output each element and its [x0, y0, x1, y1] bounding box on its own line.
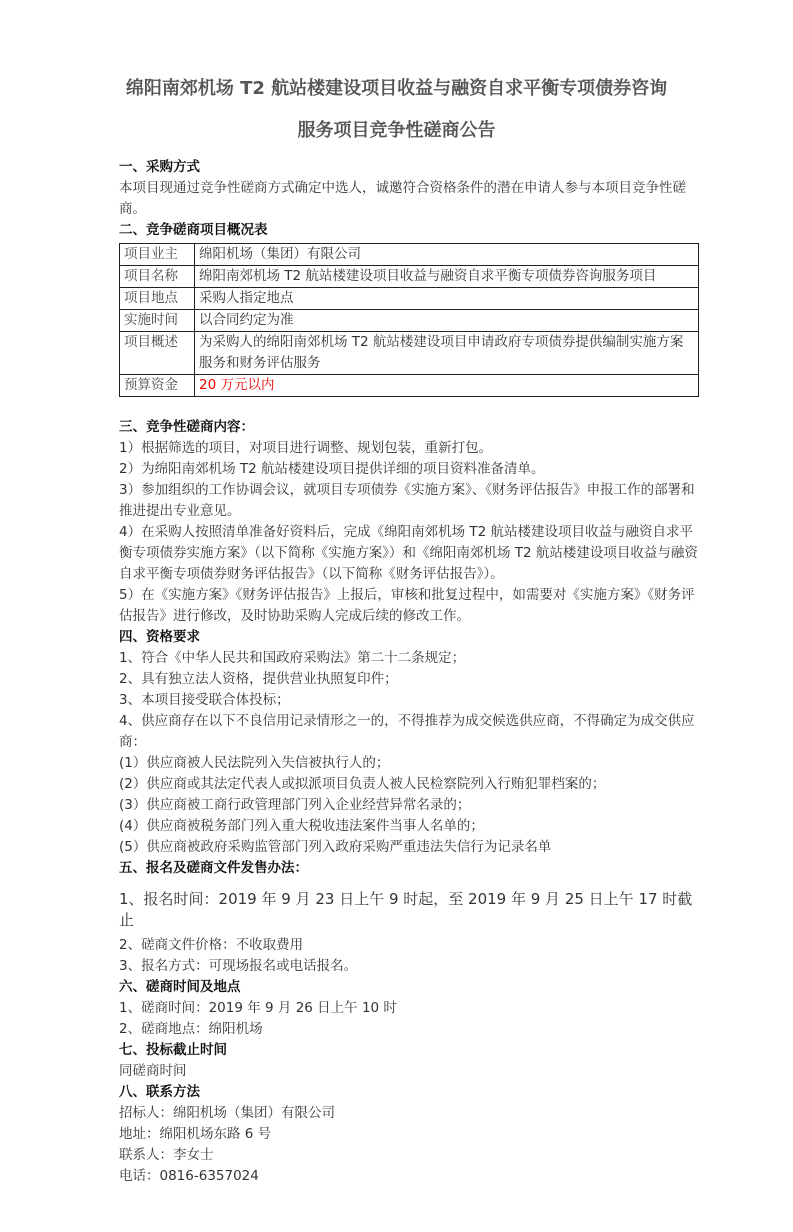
list-item: 1、磋商时间：2019 年 9 月 26 日上午 10 时	[119, 1000, 397, 1016]
table-row	[120, 244, 699, 266]
section-heading: 二、竞争磋商项目概况表	[119, 222, 268, 238]
table-row	[120, 310, 699, 332]
list-item: 联系人：李女士	[119, 1147, 214, 1163]
list-item: (2）供应商或其法定代表人或拟派项目负责人被人民检察院列入行贿犯罪档案的；	[119, 776, 606, 792]
row-value: 以合同约定为准	[195, 310, 699, 332]
list-item: 2、磋商地点：绵阳机场	[119, 1021, 263, 1037]
list-item: 3、本项目接受联合体投标；	[119, 692, 290, 708]
section-heading: 一、采购方式	[119, 159, 200, 175]
section-heading: 四、资格要求	[119, 629, 200, 645]
paragraph: 本项目现通过竞争性磋商方式确定中选人，诚邀符合资格条件的潜在申请人参与本项目竞争性磋商。	[119, 180, 686, 217]
row-value: 20 万元以内	[195, 375, 699, 397]
section-heading: 八、联系方法	[119, 1084, 200, 1100]
list-item: 3）参加组织的工作协调会议，就项目专项债券《实施方案》、《财务评估报告》申报工作的部署和推进提出专业意见。	[119, 482, 695, 519]
list-item: (5）供应商被政府采购监管部门列入政府采购严重违法失信行为记录名单	[119, 839, 552, 855]
list-item: (3）供应商被工商行政管理部门列入企业经营异常名录的；	[119, 797, 471, 813]
row-label: 实施时间	[120, 310, 195, 332]
row-label: 项目地点	[120, 288, 195, 310]
row-value: 为采购人的绵阳南郊机场 T2 航站楼建设项目申请政府专项债券提供编制实施方案服务和财务评估服务	[195, 332, 699, 375]
project-overview-table	[119, 243, 699, 397]
section-heading: 六、磋商时间及地点	[119, 979, 241, 995]
doc-title-line2: 服务项目竞争性磋商公告	[297, 120, 496, 141]
row-label: 预算资金	[120, 375, 195, 397]
list-item: 招标人：绵阳机场（集团）有限公司	[119, 1105, 335, 1121]
document-body	[119, 157, 704, 1187]
list-item: 4）在采购人按照清单准备好资料后，完成《绵阳南郊机场 T2 航站楼建设项目收益与融资自求平衡专项债券实施方案》（以下简称《实施方案》）和《绵阳南郊机场 T2 航站楼建设项目收益与融资自求平衡专项债券财务评估报告》（以下简称《财务评估报告》）。	[119, 524, 698, 582]
list-item: (1）供应商被人民法院列入失信被执行人的；	[119, 755, 390, 771]
list-item: 5）在《实施方案》《财务评估报告》上报后，审核和批复过程中，如需要对《实施方案》《财务评估报告》进行修改，及时协助采购人完成后续的修改工作。	[119, 587, 695, 624]
list-item: 地址：绵阳机场东路 6 号	[119, 1126, 272, 1142]
list-item: 2、磋商文件价格：不收取费用	[119, 937, 304, 953]
table-row	[120, 266, 699, 288]
section-heading: 五、报名及磋商文件发售办法：	[119, 860, 308, 876]
section-heading: 三、竞争性磋商内容：	[119, 419, 254, 435]
list-item: 1）根据筛选的项目，对项目进行调整、规划包装，重新打包。	[119, 440, 493, 456]
table-row	[120, 288, 699, 310]
row-value: 绵阳南郊机场 T2 航站楼建设项目收益与融资自求平衡专项债券咨询服务项目	[195, 266, 699, 288]
list-item: 3、报名方式：可现场报名或电话报名。	[119, 958, 358, 974]
table-row	[120, 332, 699, 375]
table-row	[120, 375, 699, 397]
section-heading: 七、投标截止时间	[119, 1042, 227, 1058]
list-item: 1、报名时间：2019 年 9 月 23 日上午 9 时起，至 2019 年 9 月 25 日上午 17 时截止	[119, 890, 693, 929]
list-item: 4、供应商存在以下不良信用记录情形之一的，不得推荐为成交候选供应商，不得确定为成交供应商：	[119, 713, 695, 750]
row-label: 项目业主	[120, 244, 195, 266]
list-item: 同磋商时间	[119, 1063, 187, 1079]
row-label: 项目名称	[120, 266, 195, 288]
doc-title-line1: 绵阳南郊机场 T2 航站楼建设项目收益与融资自求平衡专项债券咨询	[125, 78, 668, 99]
list-item: 2、具有独立法人资格，提供营业执照复印件；	[119, 671, 398, 687]
list-item: 2）为绵阳南郊机场 T2 航站楼建设项目提供详细的项目资料准备清单。	[119, 461, 545, 477]
list-item: 电话：0816-6357024	[119, 1168, 259, 1184]
list-item: 1、符合《中华人民共和国政府采购法》第二十二条规定；	[119, 650, 466, 666]
row-value: 绵阳机场（集团）有限公司	[195, 244, 699, 266]
row-label: 项目概述	[120, 332, 195, 375]
row-value: 采购人指定地点	[195, 288, 699, 310]
list-item: (4）供应商被税务部门列入重大税收违法案件当事人名单的；	[119, 818, 484, 834]
